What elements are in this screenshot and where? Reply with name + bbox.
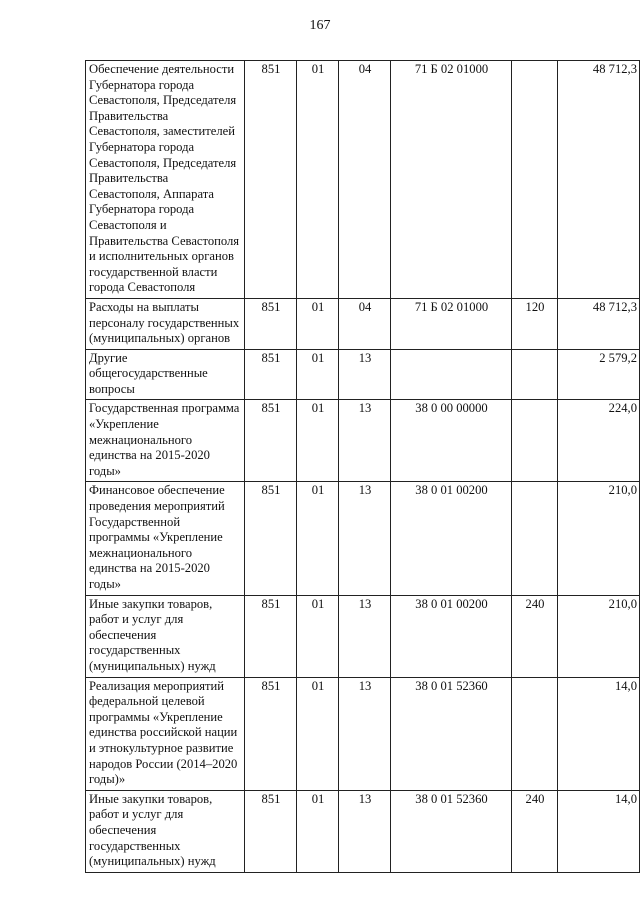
table-row <box>86 595 640 677</box>
row-subsection-code: 13 <box>339 595 391 677</box>
row-department-code: 851 <box>245 298 297 349</box>
row-section-code: 01 <box>297 595 339 677</box>
row-name: Расходы на выплаты персоналу государственных (муниципальных) органов <box>86 298 245 349</box>
row-department-code: 851 <box>245 349 297 400</box>
row-expense-type <box>512 61 558 299</box>
row-expense-type <box>512 677 558 790</box>
row-subsection-code: 13 <box>339 349 391 400</box>
row-target-article: 38 0 01 52360 <box>391 790 512 872</box>
row-department-code: 851 <box>245 677 297 790</box>
row-department-code: 851 <box>245 595 297 677</box>
row-section-code: 01 <box>297 349 339 400</box>
row-department-code: 851 <box>245 400 297 482</box>
row-amount: 14,0 <box>558 677 640 790</box>
row-section-code: 01 <box>297 298 339 349</box>
row-department-code: 851 <box>245 482 297 595</box>
row-expense-type: 240 <box>512 790 558 872</box>
row-target-article: 71 Б 02 01000 <box>391 298 512 349</box>
row-section-code: 01 <box>297 482 339 595</box>
row-subsection-code: 04 <box>339 61 391 299</box>
table-row <box>86 677 640 790</box>
row-section-code: 01 <box>297 677 339 790</box>
row-amount: 210,0 <box>558 482 640 595</box>
row-target-article: 38 0 00 00000 <box>391 400 512 482</box>
row-expense-type: 120 <box>512 298 558 349</box>
row-amount: 224,0 <box>558 400 640 482</box>
table-row <box>86 349 640 400</box>
row-amount: 210,0 <box>558 595 640 677</box>
row-expense-type <box>512 349 558 400</box>
table-row <box>86 61 640 299</box>
row-target-article: 38 0 01 52360 <box>391 677 512 790</box>
row-target-article <box>391 349 512 400</box>
row-subsection-code: 13 <box>339 677 391 790</box>
page-number: 167 <box>309 18 331 33</box>
row-expense-type: 240 <box>512 595 558 677</box>
row-target-article: 71 Б 02 01000 <box>391 61 512 299</box>
row-expense-type <box>512 482 558 595</box>
row-amount: 2 579,2 <box>558 349 640 400</box>
row-amount: 48 712,3 <box>558 298 640 349</box>
budget-table <box>85 60 640 873</box>
row-target-article: 38 0 01 00200 <box>391 482 512 595</box>
table-row <box>86 482 640 595</box>
row-subsection-code: 13 <box>339 400 391 482</box>
row-name: Финансовое обеспечение проведения мероприятий Государственной программы «Укрепление межнационального единства на 2015-2020 годы» <box>86 482 245 595</box>
table-row <box>86 298 640 349</box>
table-row <box>86 790 640 872</box>
row-name: Иные закупки товаров, работ и услуг для обеспечения государственных (муниципальных) нужд <box>86 595 245 677</box>
row-department-code: 851 <box>245 790 297 872</box>
row-expense-type <box>512 400 558 482</box>
row-subsection-code: 13 <box>339 790 391 872</box>
row-section-code: 01 <box>297 61 339 299</box>
row-section-code: 01 <box>297 400 339 482</box>
row-target-article: 38 0 01 00200 <box>391 595 512 677</box>
row-name: Обеспечение деятельности Губернатора города Севастополя, Председателя Правительства Севастополя, заместителей Губернатора города Севастополя, Председателя Правительства Севастополя, Аппарата Губернатора города Севастополя и Правительства Севастополя и исполнительных органов государственной власти города Севастополя <box>86 61 245 299</box>
row-name: Реализация мероприятий федеральной целевой программы «Укрепление единства российской нации и этнокультурное развитие народов России (2014–2020 годы)» <box>86 677 245 790</box>
row-name: Государственная программа «Укрепление межнационального единства на 2015-2020 годы» <box>86 400 245 482</box>
row-amount: 14,0 <box>558 790 640 872</box>
table-row <box>86 400 640 482</box>
row-name: Другие общегосударственные вопросы <box>86 349 245 400</box>
row-subsection-code: 04 <box>339 298 391 349</box>
row-section-code: 01 <box>297 790 339 872</box>
row-name: Иные закупки товаров, работ и услуг для обеспечения государственных (муниципальных) нужд <box>86 790 245 872</box>
row-subsection-code: 13 <box>339 482 391 595</box>
row-department-code: 851 <box>245 61 297 299</box>
row-amount: 48 712,3 <box>558 61 640 299</box>
